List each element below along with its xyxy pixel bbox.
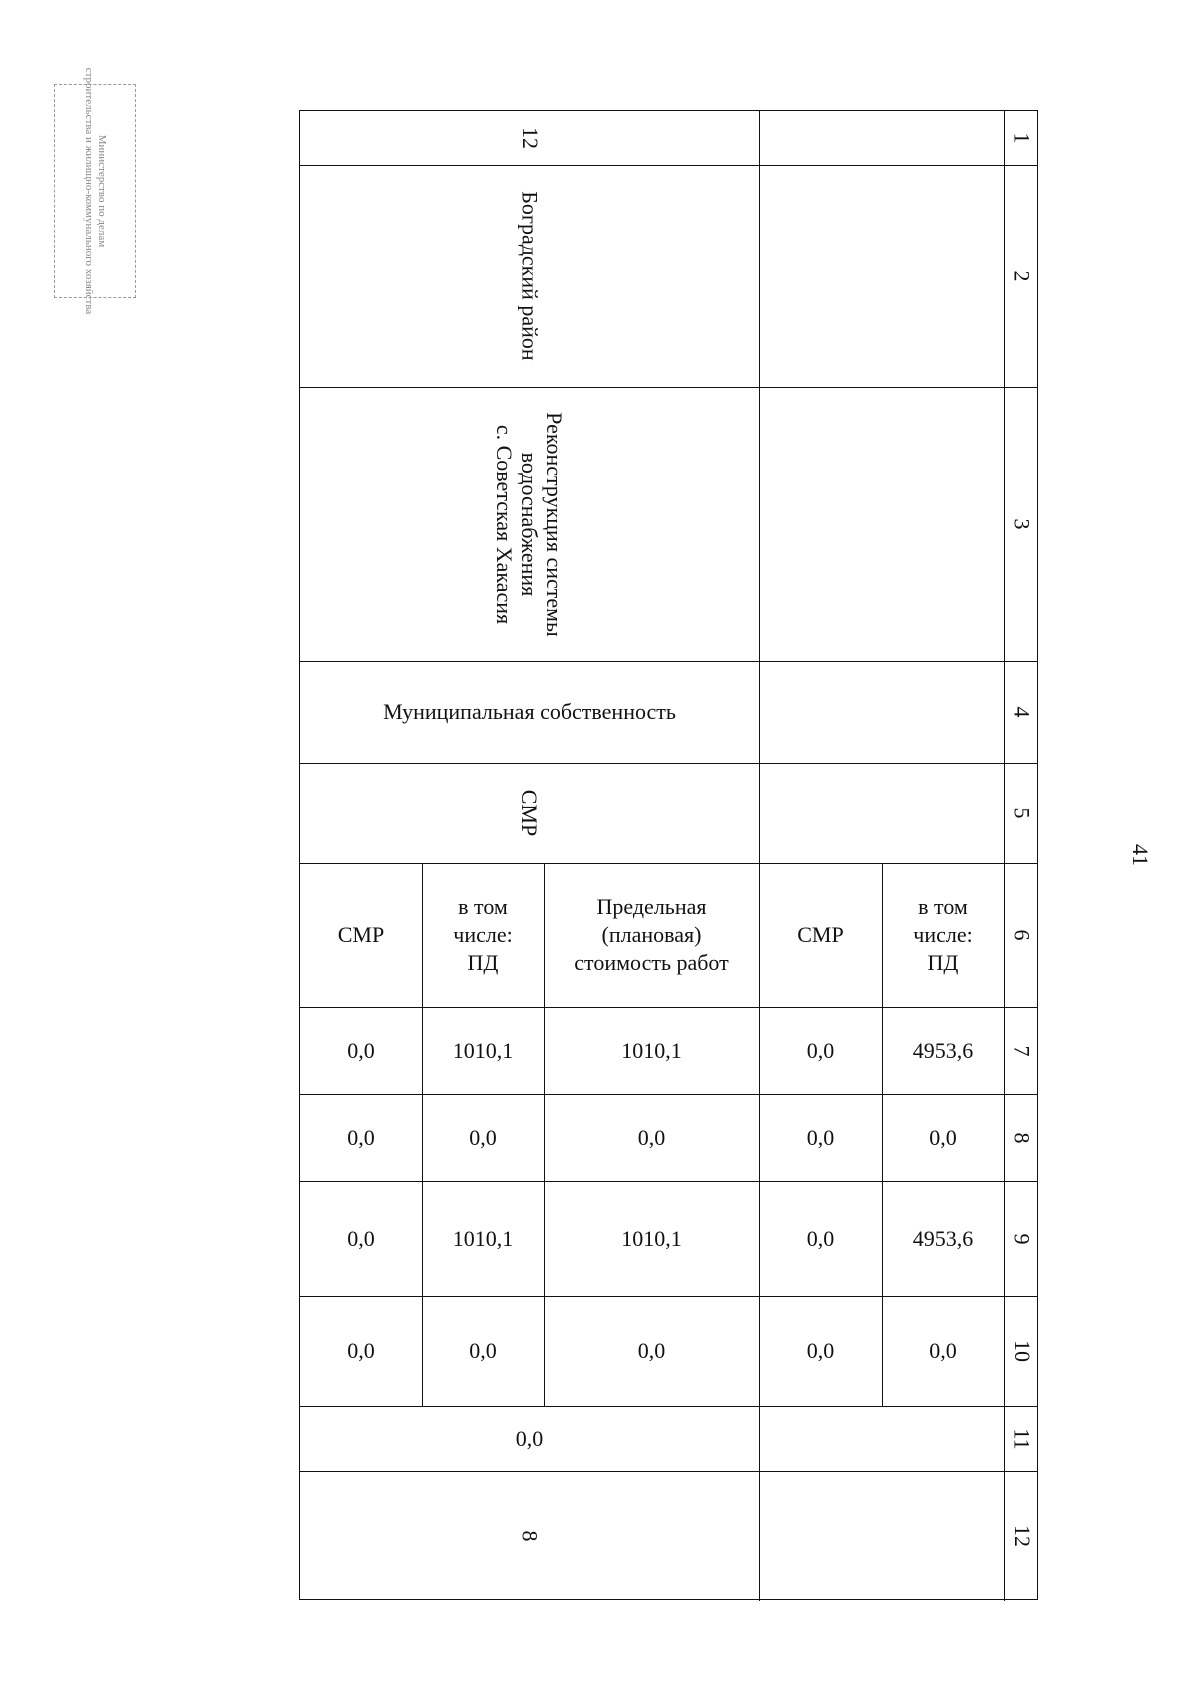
value-text: 0,0 bbox=[347, 1037, 375, 1063]
value-text: 0,0 bbox=[347, 1124, 375, 1150]
value-text: 1010,1 bbox=[621, 1037, 682, 1063]
column-number: 6 bbox=[1009, 929, 1035, 941]
column-number: 12 bbox=[1009, 1525, 1035, 1547]
column-number: 5 bbox=[1009, 807, 1035, 819]
value-text: 0,0 bbox=[469, 1338, 497, 1363]
data-table bbox=[299, 110, 1038, 1600]
page-number: 41 bbox=[1128, 844, 1153, 866]
sub-header bbox=[797, 921, 843, 949]
sub-header-line: (плановая) bbox=[601, 922, 702, 947]
value-text: 4953,6 bbox=[912, 1037, 974, 1063]
value-cell bbox=[544, 1094, 759, 1181]
value-text: 0,0 bbox=[806, 1037, 835, 1063]
work-type-cell bbox=[300, 763, 759, 863]
column-number-cell bbox=[1004, 1007, 1039, 1094]
value-text: 0,0 bbox=[806, 1225, 835, 1251]
column-number: 11 bbox=[1009, 1427, 1035, 1450]
column-number: 10 bbox=[1009, 1340, 1035, 1362]
column-number-cell bbox=[1004, 1296, 1039, 1406]
column-number-cell bbox=[1004, 1471, 1039, 1601]
value-cell bbox=[759, 1296, 882, 1406]
column-number-cell bbox=[1004, 1406, 1039, 1471]
value-cell bbox=[300, 1007, 422, 1094]
column-number: 7 bbox=[1009, 1045, 1035, 1056]
row-index-cell bbox=[300, 111, 759, 165]
value-cell bbox=[422, 1181, 544, 1296]
sub-header-line: стоимость работ bbox=[574, 950, 729, 975]
sub-header-line: Предельная bbox=[596, 894, 707, 919]
district-cell bbox=[300, 165, 759, 387]
value-cell bbox=[882, 1296, 1004, 1406]
col11-value: 0,0 bbox=[515, 1425, 544, 1451]
value-text: 0,0 bbox=[806, 1338, 835, 1363]
value-cell bbox=[300, 1094, 422, 1181]
column-number-cell bbox=[1004, 387, 1039, 661]
sub-header-cell bbox=[300, 863, 422, 1007]
sub-header-cell bbox=[544, 863, 759, 1007]
value-cell bbox=[882, 1094, 1004, 1181]
sub-header bbox=[574, 893, 729, 977]
object-name-line: с. Советская Хакасия bbox=[492, 424, 517, 624]
object-name-line: водоснабжения bbox=[517, 452, 542, 596]
sub-header-line: числе: bbox=[453, 922, 513, 947]
value-cell bbox=[544, 1181, 759, 1296]
sub-header-cell bbox=[882, 863, 1004, 1007]
object-cell bbox=[300, 387, 759, 661]
col12-value-cell bbox=[300, 1471, 759, 1601]
column-number: 1 bbox=[1009, 132, 1035, 144]
ownership-cell bbox=[300, 661, 759, 763]
district-name: Боградский район bbox=[517, 191, 543, 361]
value-cell bbox=[422, 1007, 544, 1094]
sub-header-line: СМР bbox=[797, 922, 844, 947]
sub-header bbox=[913, 893, 972, 977]
work-type: СМР bbox=[517, 789, 543, 837]
sub-header bbox=[338, 921, 384, 949]
value-text: 0,0 bbox=[637, 1338, 666, 1363]
ownership-text: Муниципальная собственность bbox=[383, 699, 676, 724]
column-number: 8 bbox=[1009, 1132, 1035, 1143]
value-text: 0,0 bbox=[929, 1338, 957, 1363]
value-cell bbox=[544, 1296, 759, 1406]
value-text: 0,0 bbox=[347, 1338, 375, 1363]
value-cell bbox=[759, 1007, 882, 1094]
value-cell bbox=[882, 1007, 1004, 1094]
stamp-text bbox=[82, 68, 108, 315]
column-number-cell bbox=[1004, 661, 1039, 763]
column-number: 4 bbox=[1009, 706, 1035, 718]
value-text: 0,0 bbox=[637, 1124, 666, 1150]
value-cell bbox=[759, 1094, 882, 1181]
stamp bbox=[54, 67, 136, 315]
value-text: 4953,6 bbox=[912, 1225, 974, 1251]
sub-header-cell bbox=[422, 863, 544, 1007]
value-cell bbox=[544, 1007, 759, 1094]
value-text: 0,0 bbox=[347, 1225, 375, 1251]
sub-header-line: в том bbox=[458, 894, 508, 919]
stamp-line: строительства и жилищно-коммунального хозяйства bbox=[83, 67, 95, 315]
column-number: 9 bbox=[1009, 1233, 1035, 1244]
column-number-cell bbox=[1004, 1181, 1039, 1296]
col11-value-cell bbox=[300, 1406, 759, 1471]
column-number: 3 bbox=[1009, 518, 1035, 530]
sub-header-cell bbox=[759, 863, 882, 1007]
value-text: 1010,1 bbox=[621, 1225, 682, 1251]
value-text: 0,0 bbox=[806, 1124, 835, 1150]
value-cell bbox=[422, 1296, 544, 1406]
value-text: 1010,1 bbox=[452, 1037, 514, 1063]
column-number-cell bbox=[1004, 165, 1039, 387]
value-cell bbox=[300, 1181, 422, 1296]
sub-header-line: в том bbox=[918, 894, 968, 919]
value-cell bbox=[882, 1181, 1004, 1296]
value-text: 0,0 bbox=[929, 1124, 957, 1150]
col12-value: 8 bbox=[517, 1530, 543, 1542]
sub-header-line: СМР bbox=[337, 922, 385, 947]
sub-header-line: числе: bbox=[913, 922, 973, 947]
column-number-cell bbox=[1004, 111, 1039, 165]
column-number: 2 bbox=[1009, 270, 1035, 282]
value-cell bbox=[300, 1296, 422, 1406]
value-text: 1010,1 bbox=[452, 1225, 514, 1251]
column-number-cell bbox=[1004, 763, 1039, 863]
row-index: 12 bbox=[517, 127, 543, 149]
column-number-cell bbox=[1004, 863, 1039, 1007]
sub-header-line: ПД bbox=[467, 950, 499, 975]
value-cell bbox=[759, 1181, 882, 1296]
value-text: 0,0 bbox=[469, 1124, 497, 1150]
sub-header-line: ПД bbox=[927, 950, 959, 975]
sub-header bbox=[453, 893, 512, 977]
value-cell bbox=[422, 1094, 544, 1181]
object-name-line: Реконструкция системы bbox=[542, 411, 567, 637]
object-name bbox=[492, 412, 567, 637]
stamp-line: Министерство по делам bbox=[96, 134, 108, 248]
column-number-cell bbox=[1004, 1094, 1039, 1181]
